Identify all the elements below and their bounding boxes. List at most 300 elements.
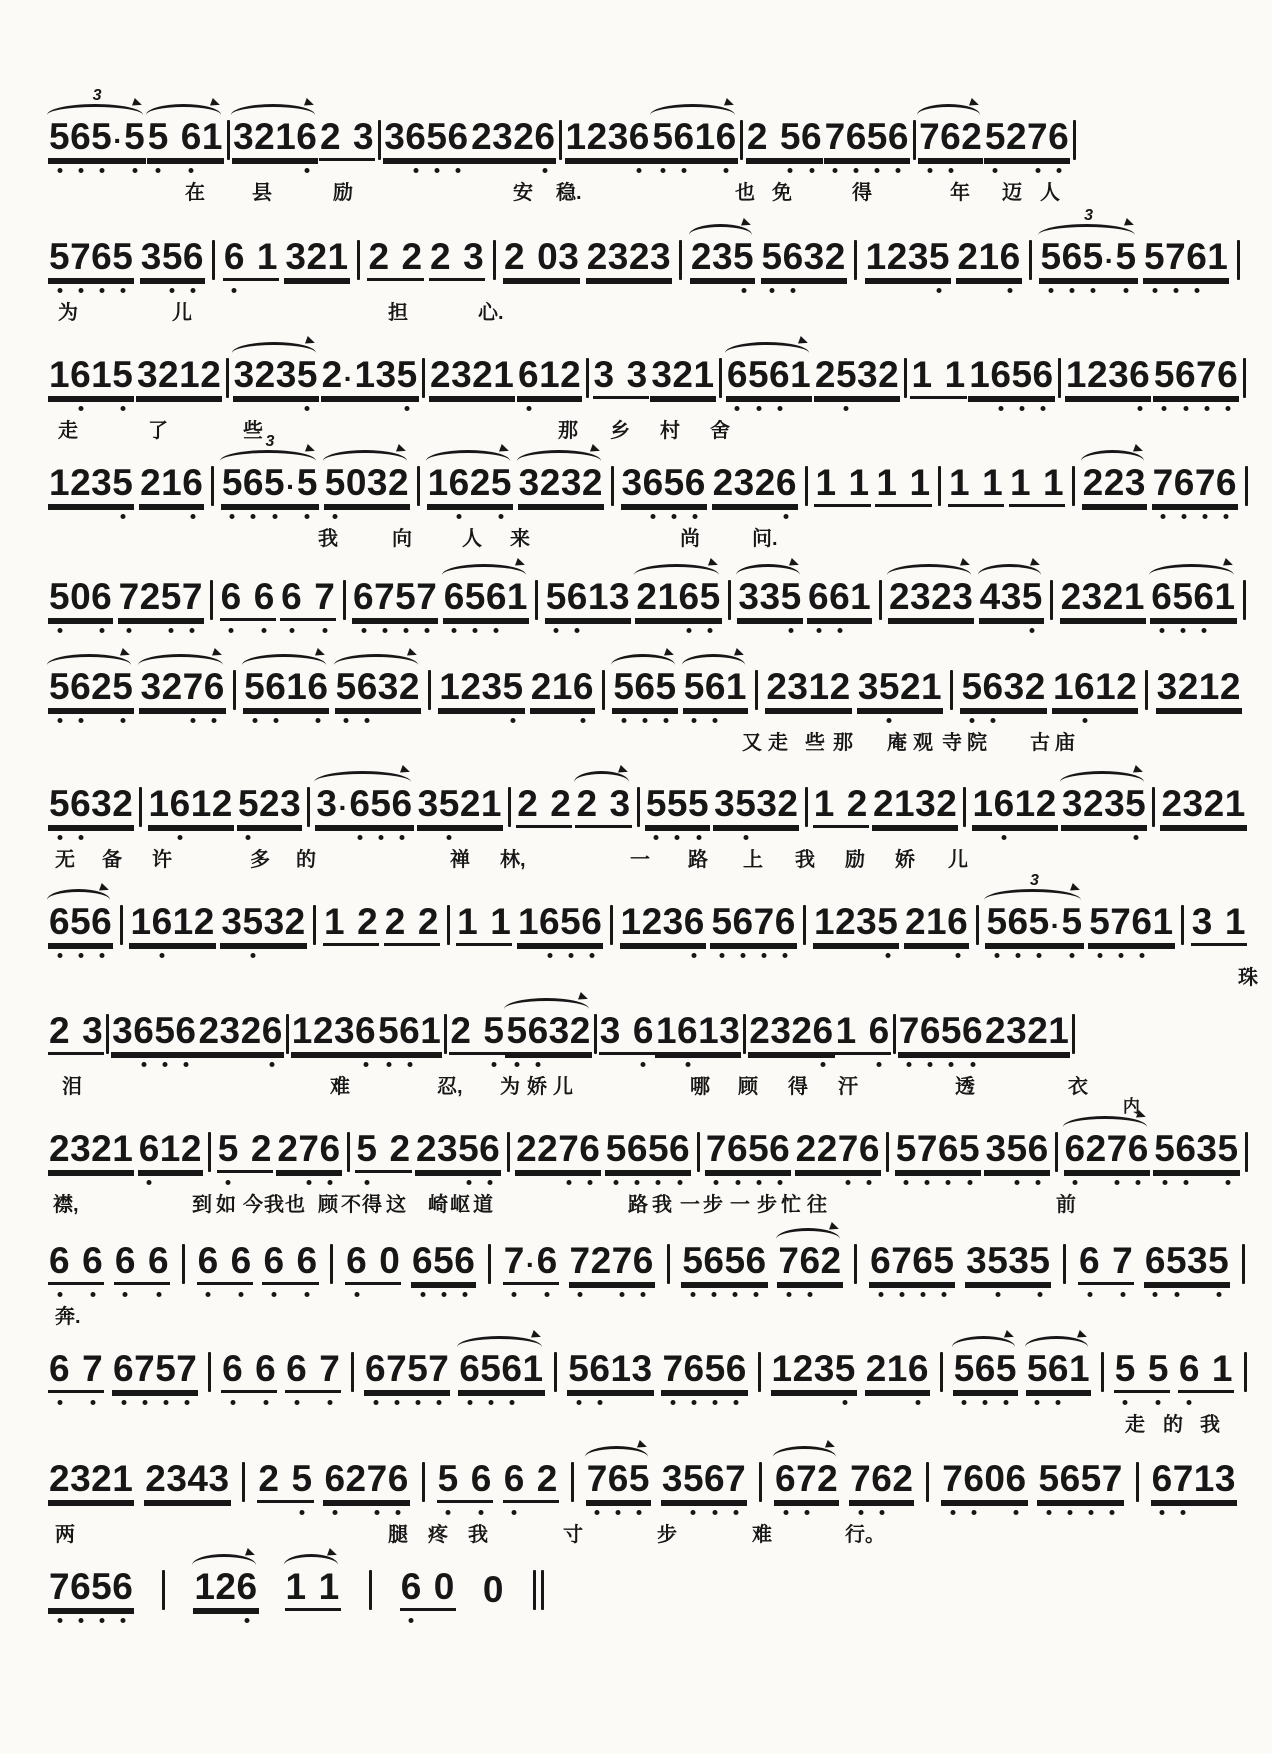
barline [759, 1462, 762, 1503]
note-group: 6 5 6 1 [726, 356, 812, 399]
note-group: 1 2 6 [193, 1568, 258, 1611]
note-group: 5 6 3 2 [48, 785, 134, 828]
note-group: 5 6 3 2 [335, 668, 421, 711]
score-line [48, 578, 1248, 621]
lyric-syllable: 了 [148, 420, 168, 442]
lyric-syllable: 来 [510, 528, 530, 550]
note-group: 2 2 3 [1082, 464, 1147, 507]
lyric-syllable: 无 [55, 849, 75, 871]
note-group: 3 5 6 [140, 238, 205, 281]
barline [347, 1132, 350, 1173]
score-line [48, 1240, 1247, 1328]
note-group: 3 3 [593, 356, 649, 399]
lyric-syllable: 两 [55, 1524, 75, 1546]
note-group: 6 1 2 [517, 356, 582, 399]
barline [422, 1462, 425, 1503]
note-group: 3 2 7 6 [139, 668, 225, 711]
barline [938, 466, 941, 507]
barline [226, 358, 229, 399]
barline [182, 1244, 185, 1285]
barline [893, 1014, 896, 1055]
note-group: 2 2 [367, 238, 423, 281]
lyric-syllable: 道 [473, 1194, 493, 1216]
note-group: 1 6 1 2 [129, 903, 215, 946]
barline [854, 1244, 857, 1285]
note-group: 1 6 1 5 [48, 356, 134, 399]
triplet-mark: 3 [265, 433, 275, 450]
barline [594, 1014, 597, 1055]
note-group: 6 2 [503, 1460, 559, 1503]
note-group: 3 · 6 5 6 [315, 785, 413, 828]
barline [1063, 1244, 1066, 1285]
note-group: 2 3 2 1 [48, 1460, 134, 1503]
triplet-mark: 3 [92, 87, 102, 104]
lyric-syllable: 往 [807, 1194, 827, 1216]
note-group: 3 5 3 2 [220, 903, 306, 946]
lyric-syllable: 古 [1030, 732, 1050, 754]
barline [1242, 1244, 1245, 1285]
note-group: 内 6 2 7 6 [1064, 1130, 1150, 1173]
note-group: 7 6 0 6 [941, 1460, 1027, 1503]
note-group: 4 3 5 [979, 578, 1044, 621]
barline [610, 905, 613, 946]
note-group: 6 6 [197, 1242, 253, 1285]
lyric-syllable: 禅 [450, 849, 470, 871]
note-group: 2 0 3 [503, 238, 580, 281]
note-group: 6 6 1 [807, 578, 872, 621]
barline [208, 1352, 211, 1393]
note-group: 2 2 7 6 [515, 1130, 601, 1173]
barline [667, 1244, 670, 1285]
note-group: 7 6 2 [777, 1242, 842, 1285]
note-group: 6 7 5 7 [112, 1350, 198, 1393]
note-group: 3 5 3 2 [713, 785, 799, 828]
note-group: 5 6 [437, 1460, 493, 1503]
note-group: 5 6 5 7 [1037, 1460, 1123, 1503]
note-group: 7 6 2 [918, 118, 983, 161]
note-group: 3 2 3 5 [233, 356, 319, 399]
note-group: 1 2 3 5 [813, 903, 899, 946]
barline [879, 580, 882, 621]
note-group: 2 1 3 2 [872, 785, 958, 828]
note-group: 6 1 [1178, 1350, 1234, 1393]
note-group: 5 6 5 [953, 1350, 1018, 1393]
note-group: 2 · 1 3 5 [321, 356, 419, 399]
barline [343, 580, 346, 621]
note-group: 6 1 2 [138, 1130, 203, 1173]
note-group: 0 [482, 1569, 504, 1610]
barline [805, 787, 808, 828]
lyric-syllable: 那 [558, 420, 578, 442]
note-group: 3 5 6 5 · 5 [985, 903, 1083, 946]
barline [120, 905, 123, 946]
note-group: 3 2 1 [284, 238, 349, 281]
note-group: 3 2 3 5 [1061, 785, 1147, 828]
note-group: 3 5 2 1 [857, 668, 943, 711]
note-group: 6 7 [1078, 1242, 1134, 1285]
note-group: 1 2 3 6 [1065, 356, 1151, 399]
note-group: 5 6 1 6 [243, 668, 329, 711]
lyric-syllable: 顾 [738, 1076, 758, 1098]
barline [488, 1244, 491, 1285]
lyric-syllable: 路 [688, 849, 708, 871]
note-group: 1 6 1 2 [972, 785, 1058, 828]
score-line [48, 207, 1242, 324]
lyric-syllable: 忍, [437, 1076, 463, 1098]
note-group: 2 3 4 3 [144, 1460, 230, 1503]
lyric-syllable: 安 [513, 182, 533, 204]
lyric-syllable: 步 [757, 1194, 777, 1216]
note-group: 5 7 6 1 [1088, 903, 1174, 946]
note-group: 1 6 2 5 [427, 464, 513, 507]
note-group: 2 1 6 [865, 1350, 930, 1393]
lyric-syllable: 备 [102, 849, 122, 871]
note-group: 7 6 2 [849, 1460, 914, 1503]
note-group: 1 2 3 5 [865, 238, 951, 281]
lyric-syllable: 上 [743, 849, 763, 871]
barline [535, 580, 538, 621]
barline [1073, 120, 1076, 161]
lyric-syllable: 多 [250, 849, 270, 871]
lyric-syllable: 泪 [62, 1076, 82, 1098]
lyric-syllable: 行。 [845, 1524, 885, 1546]
lyric-syllable: 步 [657, 1524, 677, 1546]
barline [351, 1352, 354, 1393]
barline [758, 1352, 761, 1393]
barline [1145, 670, 1148, 711]
lyric-syllable: 顾 [318, 1194, 338, 1216]
barline [227, 120, 230, 161]
lyric-syllable: 衣 [1068, 1076, 1088, 1098]
note-group: 6 2 7 6 [323, 1460, 409, 1503]
lyric-syllable: 一 [680, 1194, 700, 1216]
lyric-syllable: 这 [386, 1194, 406, 1216]
barline [1181, 905, 1184, 946]
barline [1244, 1352, 1247, 1393]
note-group: 3 5 6 5 · 5 [221, 464, 319, 507]
barline [369, 1570, 372, 1611]
note-group: 2 3 2 1 [984, 1012, 1070, 1055]
note-group: 1 1 [948, 464, 1004, 507]
barline [554, 1352, 557, 1393]
note-group: 7 · 6 [503, 1242, 559, 1285]
note-group: 2 3 [575, 785, 631, 828]
lyric-syllable: 年 [950, 182, 970, 204]
note-group: 6 6 [221, 1350, 277, 1393]
barline [697, 1132, 700, 1173]
score-line [48, 666, 1242, 754]
lyric-syllable: 我 [652, 1194, 672, 1216]
note-group: 5 2 3 [237, 785, 302, 828]
score-line [48, 87, 1078, 204]
note-group: 6 5 6 [411, 1242, 476, 1285]
note-group: 6 6 [114, 1242, 170, 1285]
score-line [48, 783, 1247, 871]
note-group: 5 6 3 2 [505, 1012, 591, 1055]
note-group: 2 3 2 1 [1060, 578, 1146, 621]
lyric-syllable: 难 [330, 1076, 350, 1098]
lyric-syllable: 今 [243, 1194, 263, 1216]
barline [422, 358, 425, 399]
barline [926, 1462, 929, 1503]
note-group: 2 3 2 3 [888, 578, 974, 621]
note-group: 5 6 5 6 [605, 1130, 691, 1173]
note-group: 1 2 3 6 [565, 118, 651, 161]
lyric-syllable: 到 [192, 1194, 212, 1216]
note-group: 1 6 [835, 1012, 891, 1055]
barline [507, 1132, 510, 1173]
note-group: 3 5 2 1 [417, 785, 503, 828]
note-group: 3 6 5 6 [111, 1012, 197, 1055]
lyric-syllable: 得 [362, 1194, 382, 1216]
lyric-syllable: 向 [392, 528, 412, 550]
note-group: 6 5 6 1 [1150, 578, 1236, 621]
barline [106, 1014, 109, 1055]
note-group: 6 5 6 1 [458, 1350, 544, 1393]
lyric-syllable: 些 [805, 732, 825, 754]
note-group: 5 0 6 [48, 578, 113, 621]
note-group: 3 3 5 [737, 578, 802, 621]
note-group: 5 6 1 [377, 1012, 442, 1055]
lyric-syllable: 人 [1040, 182, 1060, 204]
barline [208, 1132, 211, 1173]
lyric-syllable: 为 [500, 1076, 520, 1098]
note-group: 3 2 1 2 [1156, 668, 1242, 711]
note-group: 6 7 1 3 [1151, 1460, 1237, 1503]
note-group: 2 2 [384, 903, 440, 946]
barline [210, 580, 213, 621]
note-group: 7 6 5 [586, 1460, 651, 1503]
note-group: 3 5 6 7 [661, 1460, 747, 1503]
note-group: 5 6 5 [612, 668, 677, 711]
note-group: 3 2 1 2 [136, 356, 222, 399]
note-group: 1 6 5 6 [968, 356, 1054, 399]
lyric-syllable: 的 [296, 849, 316, 871]
barline [1055, 1132, 1058, 1173]
barline [1072, 1014, 1075, 1055]
note-group: 6 1 [223, 238, 279, 281]
barline [211, 466, 214, 507]
note-group: 2 7 6 [276, 1130, 341, 1173]
note-group: 2 5 [257, 1460, 313, 1503]
note-group: 5 0 3 2 [324, 464, 410, 507]
barline [913, 120, 916, 161]
note-group: 5 6 3 2 [761, 238, 847, 281]
lyric-syllable: 励 [845, 849, 865, 871]
lyric-syllable: 儿 [553, 1076, 573, 1098]
note-group: 5 2 [355, 1130, 411, 1173]
barline [378, 120, 381, 161]
lyric-syllable: 免 [772, 182, 792, 204]
lyric-syllable: 庙 [1055, 732, 1075, 754]
lyric-syllable: 一 [630, 849, 650, 871]
lyric-syllable: 我 [264, 1194, 284, 1216]
note-group: 2 3 2 6 [712, 464, 798, 507]
lyric-syllable: 不 [341, 1194, 361, 1216]
lyric-syllable: 透 [955, 1076, 975, 1098]
barline [803, 905, 806, 946]
lyric-syllable: 难 [752, 1524, 772, 1546]
barline [743, 1014, 746, 1055]
lyric-syllable: 儿 [172, 302, 192, 324]
note-group: 2 1 6 [904, 903, 969, 946]
note-group: 1 1 [910, 356, 966, 399]
note-group: 1 2 [323, 903, 379, 946]
barline [1029, 240, 1032, 281]
lyric-syllable: 得 [788, 1076, 808, 1098]
note-group: 6 0 [345, 1242, 401, 1285]
lyric-syllable: 庵 [887, 732, 907, 754]
note-group: 5 6 1 3 [567, 1350, 653, 1393]
score-line [48, 1097, 1250, 1216]
lyric-syllable: 林, [500, 849, 526, 871]
lyric-syllable: 尚 [680, 528, 700, 550]
lyric-syllable: 人 [462, 528, 482, 550]
note-group: 6 5 6 [48, 903, 113, 946]
note-group: 5 5 5 [645, 785, 710, 828]
note-group: 1 2 3 5 [771, 1350, 857, 1393]
barline [976, 905, 979, 946]
note-group: 7 6 5 6 [898, 1012, 984, 1055]
barline [950, 670, 953, 711]
note-group: 6 7 2 [774, 1460, 839, 1503]
note-group: 3 1 [1191, 903, 1247, 946]
barline [571, 1462, 574, 1503]
note-group: 5 7 6 1 [1143, 238, 1229, 281]
lyric-syllable: 也 [735, 182, 755, 204]
note-group: 2 5 3 2 [814, 356, 900, 399]
barline [330, 1244, 333, 1285]
lyric-syllable: 迈 [1002, 182, 1022, 204]
lyric-syllable: 如 [216, 1194, 236, 1216]
barline [886, 1132, 889, 1173]
barline [1072, 466, 1075, 507]
note-group: 7 6 5 6 [824, 118, 910, 161]
barline [417, 466, 420, 507]
note-group: 2 3 2 1 [429, 356, 515, 399]
barline [286, 1014, 289, 1055]
note-group: 1 2 3 5 [48, 464, 134, 507]
note-group: 5 6 2 5 [48, 668, 134, 711]
note-group: 2 3 1 2 [765, 668, 851, 711]
note-group: 5 7 6 5 [48, 238, 134, 281]
lyric-syllable: 忙 [781, 1194, 801, 1216]
lyric-syllable: 村 [660, 420, 680, 442]
barline [1050, 580, 1053, 621]
barline [940, 1352, 943, 1393]
note-group: 6 7 6 5 [869, 1242, 955, 1285]
lyric-annotation: 内 [1122, 1097, 1140, 1116]
note-group: 5 7 6 5 [895, 1130, 981, 1173]
note-group: 3 5 3 5 [965, 1242, 1051, 1285]
note-group: 5 6 3 2 [960, 668, 1046, 711]
note-group: 5 6 1 3 [545, 578, 631, 621]
lyric-syllable: 稳. [556, 182, 582, 204]
note-group: 6 7 [280, 578, 336, 621]
note-group: 2 1 6 [956, 238, 1021, 281]
note-group: 5 2 7 6 [984, 118, 1070, 161]
note-group: 3 2 1 6 [232, 118, 318, 161]
note-group: 1 6 5 6 [517, 903, 603, 946]
note-group: 2 3 [319, 118, 375, 161]
barline [1237, 240, 1240, 281]
barline [611, 466, 614, 507]
barline [740, 120, 743, 161]
note-group: 7 2 5 7 [118, 578, 204, 621]
note-group: 2 3 5 6 [415, 1130, 501, 1173]
note-group: 3 5 6 5 · 5 [1039, 238, 1137, 281]
note-group: 7 6 5 6 [705, 1130, 791, 1173]
lyric-syllable: 得 [852, 182, 872, 204]
lyric-syllable: 路 [628, 1194, 648, 1216]
note-group: 5 6 1 [147, 118, 224, 161]
note-group: 3 6 5 6 [383, 118, 469, 161]
note-group: 3 5 6 [984, 1130, 1049, 1173]
lyric-syllable: 步 [703, 1194, 723, 1216]
note-group: 2 5 6 [746, 118, 823, 161]
barline [428, 670, 431, 711]
lyric-syllable: 又 [742, 732, 762, 754]
lyric-syllable: 些 [243, 420, 263, 442]
lyric-syllable: 我 [1200, 1414, 1220, 1436]
score-line [48, 1566, 504, 1611]
barline [447, 905, 450, 946]
score-line [48, 872, 1258, 989]
lyric-syllable: 哪 [690, 1076, 710, 1098]
lyric-syllable: 儿 [948, 849, 968, 871]
barline [904, 358, 907, 399]
barline [313, 905, 316, 946]
note-group: 5 5 [1114, 1350, 1170, 1393]
score-line [48, 1458, 1237, 1546]
lyric-syllable: 我 [468, 1524, 488, 1546]
note-group: 2 3 2 6 [748, 1012, 834, 1055]
barline [444, 1014, 447, 1055]
note-group: 1 1 [875, 464, 931, 507]
note-group: 2 1 6 5 [635, 578, 721, 621]
note-group: 2 3 2 3 [586, 238, 672, 281]
barline [1152, 787, 1155, 828]
lyric-syllable: 汗 [838, 1076, 858, 1098]
barline [586, 358, 589, 399]
lyric-syllable: 走 [1125, 1414, 1145, 1436]
barline [679, 240, 682, 281]
note-group: 1 2 3 6 [620, 903, 706, 946]
lyric-syllable: 腿 [388, 1524, 408, 1546]
barline [963, 787, 966, 828]
barline [755, 670, 758, 711]
note-group: 6 7 5 7 [352, 578, 438, 621]
lyric-syllable: 舍 [710, 420, 730, 442]
note-group: 1 1 [1009, 464, 1065, 507]
note-group: 5 6 3 5 [1153, 1130, 1239, 1173]
lyric-syllable: 我 [318, 528, 338, 550]
barline [854, 240, 857, 281]
lyric-syllable: 乡 [610, 420, 630, 442]
barline [1243, 358, 1246, 399]
note-group: 6 5 3 5 [1144, 1242, 1230, 1285]
note-group: 6 7 [48, 1350, 104, 1393]
note-group: 6 7 [285, 1350, 341, 1393]
note-group: 1 6 1 3 [655, 1012, 741, 1055]
lyric-syllable: 励 [333, 182, 353, 204]
note-group: 1 1 [456, 903, 512, 946]
note-group: 2 3 2 1 [1160, 785, 1246, 828]
lyric-syllable: 在 [185, 182, 205, 204]
note-group: 7 6 5 6 [661, 1350, 747, 1393]
barline [212, 240, 215, 281]
score-line [48, 433, 1250, 550]
